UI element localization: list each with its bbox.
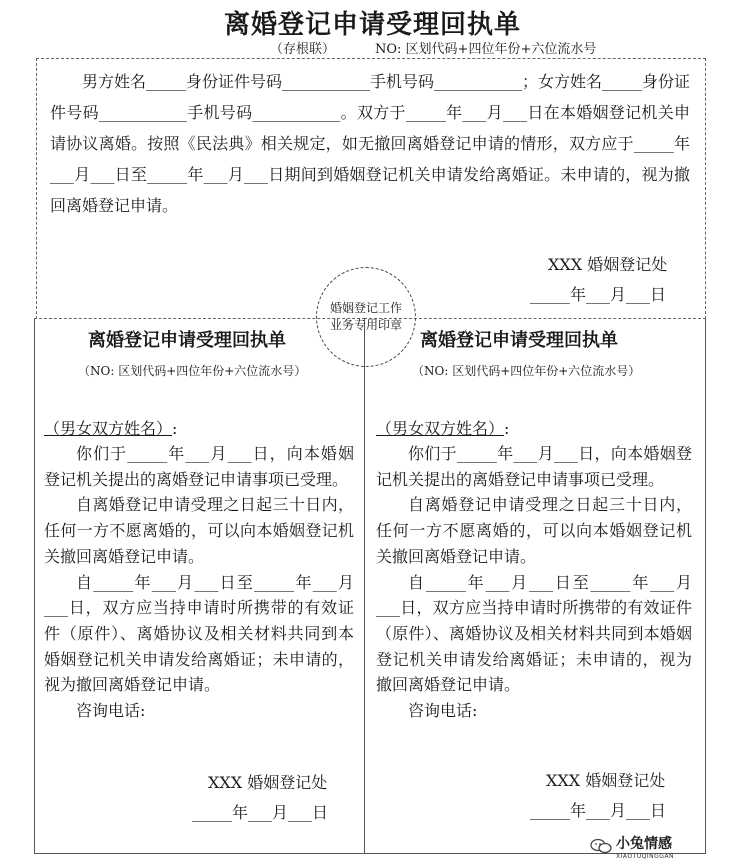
receipt-right-names-line xyxy=(376,416,509,439)
receipt-left-office: XXX 婚姻登记处 xyxy=(208,773,328,792)
receipt-left-phone: 咨询电话: xyxy=(76,701,146,721)
receipt-right-serial: （NO: 区划代码+四位年份+六位流水号） xyxy=(412,364,641,378)
receipt-left-names-colon: : xyxy=(172,419,178,438)
stub-office: XXX 婚姻登记处 xyxy=(548,255,668,274)
official-seal xyxy=(316,267,416,367)
document-title: 离婚登记申请受理回执单 xyxy=(223,10,521,40)
receipt-left-date: _____年___月___日 xyxy=(192,803,329,822)
receipt-left-serial: （NO: 区划代码+四位年份+六位流水号） xyxy=(78,364,307,378)
receipt-right-date: _____年___月___日 xyxy=(530,801,667,820)
watermark-sub: XIAOTUQINGGAN xyxy=(616,852,675,860)
receipt-right-p1: 你们于_____年___月___日，向本婚姻登记机关提出的离婚登记申请事项已受理。 xyxy=(376,444,692,489)
receipt-right-p2: 自离婚登记申请受理之日起三十日内，任何一方不愿离婚的，可以向本婚姻登记机关撤回离婚登记申请。 xyxy=(376,495,692,566)
receipt-right-p3: 自_____年___月___日至_____年___月___日，双方应当持申请时所携带的有效证件（原件）、离婚协议及相关材料共同到本婚姻登记机关申请发给离婚证；未申请的，视为撤回离婚登记申请。 xyxy=(376,572,692,695)
watermark xyxy=(590,828,740,864)
receipt-left-p3: 自_____年___月___日至_____年___月___日，双方应当持申请时所携带的有效证件（原件）、离婚协议及相关材料共同到本婚姻登记机关申请发给离婚证；未申请的，视为撤回离婚登记申请。 xyxy=(44,572,354,695)
receipt-left-p1: 你们于_____年___月___日，向本婚姻登记机关提出的离婚登记申请事项已受理。 xyxy=(44,444,354,489)
watermark-text xyxy=(616,833,674,860)
stub-text: 男方姓名_____身份证件号码___________手机号码___________；女方姓名_____身份证件号码___________手机号码___________。双方于_____年___月___日在本婚姻登记机关申请协议离婚。按照《民法典》相关规定，如无撤回离婚登记申请的情形，双方应于_____年___月___日至_____年___月___日期间到婚姻登记机关申请发给离婚证。未申请的，视为撤回离婚登记申请。 xyxy=(50,72,691,215)
subtitle-copy-type: （存根联） xyxy=(270,42,336,57)
receipt-right-names: （男女双方姓名） xyxy=(376,419,505,438)
stub-paragraph xyxy=(50,66,690,221)
receipt-right-body xyxy=(376,441,692,724)
receipt-left-title: 离婚登记申请受理回执单 xyxy=(88,330,286,351)
receipt-right-phone: 咨询电话: xyxy=(408,701,478,721)
receipt-right-office: XXX 婚姻登记处 xyxy=(546,771,666,790)
receipt-right-title: 离婚登记申请受理回执单 xyxy=(420,330,618,351)
seal-text: 婚姻登记工作业务专用印章 xyxy=(329,301,402,332)
document-subtitle xyxy=(270,38,596,57)
receipt-right-names-colon: : xyxy=(504,419,510,438)
subtitle-serial-format: NO: 区划代码+四位年份+六位流水号 xyxy=(375,42,597,57)
receipt-left-names: （男女双方姓名） xyxy=(44,419,173,438)
watermark-name: 小兔情感 xyxy=(616,835,672,852)
wechat-icon xyxy=(590,838,612,854)
receipt-left-body xyxy=(44,441,354,724)
stub-date: _____年___月___日 xyxy=(530,285,667,304)
receipt-left-p2: 自离婚登记申请受理之日起三十日内，任何一方不愿离婚的，可以向本婚姻登记机关撤回离婚登记申请。 xyxy=(44,495,354,566)
receipt-left-names-line xyxy=(44,416,177,439)
